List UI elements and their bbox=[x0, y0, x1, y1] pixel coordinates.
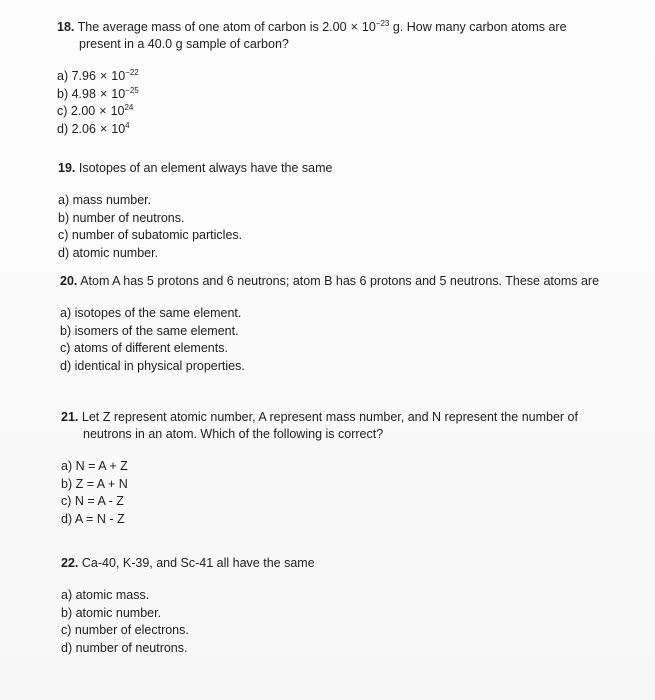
answer-option-c[interactable]: c) number of electrons. bbox=[61, 623, 189, 637]
question-text: The average mass of one atom of carbon is bbox=[77, 20, 323, 34]
answer-option-b[interactable]: b) $4.98 \times 10^{-25}$ bbox=[57, 85, 139, 101]
answer-option-c[interactable]: c) atoms of different elements. bbox=[60, 341, 228, 355]
question-20 bbox=[60, 273, 600, 375]
question-18 bbox=[57, 19, 597, 138]
answer-options bbox=[58, 192, 598, 262]
question-stem bbox=[57, 19, 597, 53]
question-22 bbox=[61, 555, 601, 657]
answer-option-a[interactable]: a) mass number. bbox=[58, 193, 152, 207]
answer-option-a[interactable]: a) isotopes of the same element. bbox=[60, 306, 242, 320]
answer-options bbox=[60, 305, 600, 375]
answer-option-d[interactable]: d) identical in physical properties. bbox=[60, 358, 245, 373]
question-text: Ca-40, K-39, and Sc-41 all have the same bbox=[81, 556, 315, 570]
answer-option-c[interactable]: c) $2.00 \times 10^{24}$ bbox=[57, 103, 134, 118]
question-stem bbox=[60, 273, 600, 290]
question-text: g. How many carbon atoms are present in a 40.0 g sample of carbon? bbox=[79, 20, 567, 51]
question-stem bbox=[61, 409, 606, 443]
question-text: Isotopes of an element always have the same bbox=[78, 161, 333, 175]
answer-option-b[interactable]: b) number of neutrons. bbox=[58, 210, 185, 225]
answer-option-a[interactable]: a) $7.96 \times 10^{-22}$ bbox=[57, 68, 139, 83]
answer-option-d[interactable]: d) $2.06 \times 10^4$ bbox=[57, 120, 130, 136]
answer-option-d[interactable]: d) atomic number. bbox=[58, 245, 159, 260]
answer-option-b[interactable]: b) atomic number. bbox=[61, 605, 162, 620]
answer-option-d[interactable]: d) number of neutrons. bbox=[61, 640, 188, 655]
answer-option-a[interactable]: a) N = A + Z bbox=[61, 459, 128, 473]
answer-option-c[interactable]: c) N = A - Z bbox=[61, 494, 124, 508]
question-number: 21. bbox=[61, 410, 79, 424]
question-text: Let Z represent atomic number, A represent mass number, and N represent the number of neutrons in an atom. Which of the following is correct? bbox=[81, 410, 578, 441]
question-stem bbox=[61, 555, 601, 572]
answer-option-b[interactable]: b) Z = A + N bbox=[61, 476, 128, 491]
answer-option-c[interactable]: c) number of subatomic particles. bbox=[58, 228, 243, 242]
question-number: 19. bbox=[58, 161, 76, 175]
scientific-notation: $2.00 \times 10^{-23}$ bbox=[322, 19, 390, 34]
answer-option-a[interactable]: a) atomic mass. bbox=[61, 588, 150, 602]
answer-options bbox=[61, 458, 606, 528]
question-text: Atom A has 5 protons and 6 neutrons; atom B has 6 protons and 5 neutrons. These atoms are bbox=[80, 274, 600, 288]
answer-option-b[interactable]: b) isomers of the same element. bbox=[60, 323, 239, 338]
question-number: 22. bbox=[61, 556, 79, 570]
question-21 bbox=[61, 409, 606, 528]
question-stem bbox=[58, 160, 598, 177]
question-19 bbox=[58, 160, 598, 262]
answer-options bbox=[61, 587, 601, 657]
question-number: 18. bbox=[57, 20, 75, 34]
answer-option-d[interactable]: d) A = N - Z bbox=[61, 511, 125, 526]
question-number: 20. bbox=[60, 274, 78, 288]
answer-options bbox=[57, 68, 597, 138]
